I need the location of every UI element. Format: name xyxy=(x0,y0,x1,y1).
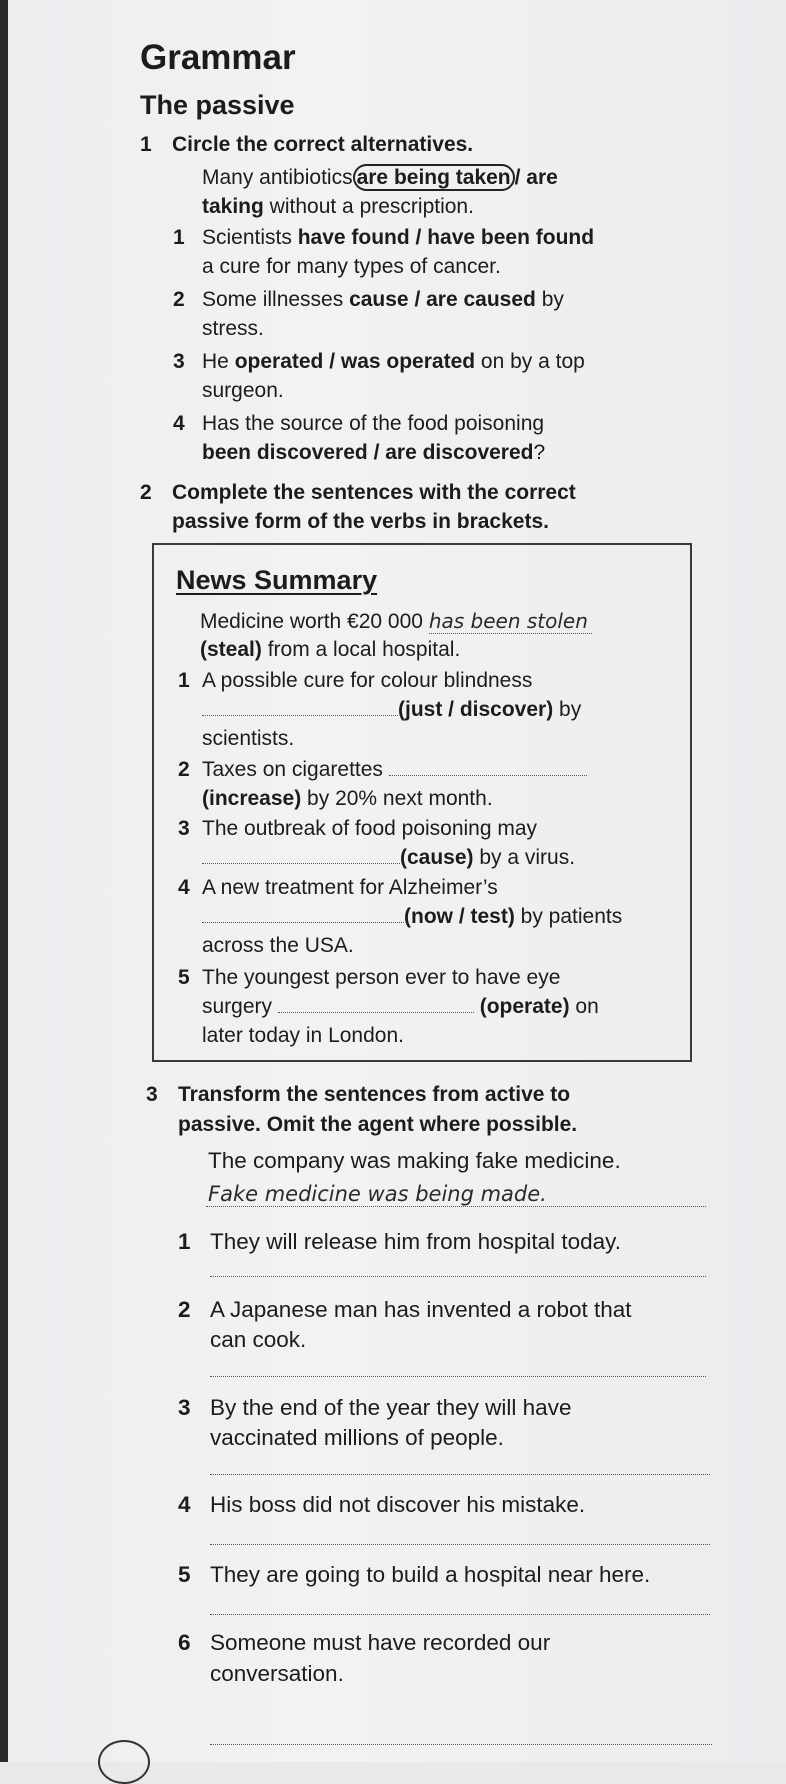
ex2-example-line2 xyxy=(200,638,460,662)
page-number-badge xyxy=(98,1740,150,1784)
ex3-item-number: 2 xyxy=(178,1297,191,1322)
ex3-instruction-line1: Transform the sentences from active to xyxy=(178,1083,571,1106)
verb-cue: (steal) xyxy=(200,638,262,661)
ex2-instruction-line2: passive form of the verbs in brackets. xyxy=(172,510,549,533)
ex2-item-2-line2 xyxy=(202,787,493,811)
ex3-example-answer-line xyxy=(206,1206,706,1207)
text: Scientists xyxy=(202,226,298,249)
ex2-item-3-blank[interactable] xyxy=(202,859,400,864)
verb-cue: (cause) xyxy=(400,846,474,869)
ex2-item-1-blank[interactable] xyxy=(202,711,398,716)
text: by xyxy=(553,698,582,721)
ex2-item-number: 1 xyxy=(178,669,190,692)
text: ? xyxy=(533,441,546,464)
ex2-item-number: 4 xyxy=(178,876,190,899)
ex1-item-2-line2: stress. xyxy=(202,317,264,340)
verb-cue: (just / discover) xyxy=(398,698,554,721)
ex2-item-1-line2 xyxy=(202,698,581,722)
text: by a virus. xyxy=(473,846,576,869)
ex3-item-2-answer-line[interactable] xyxy=(210,1376,706,1377)
ex3-item-6-line2: conversation. xyxy=(210,1661,344,1686)
ex2-item-4-line3: across the USA. xyxy=(202,934,354,957)
ex3-item-5-answer-line[interactable] xyxy=(210,1614,710,1615)
ex1-item-number: 3 xyxy=(173,350,185,373)
ex3-item-1-answer-line[interactable] xyxy=(210,1276,706,1277)
ex2-number: 2 xyxy=(140,481,152,504)
ex1-item-1-options[interactable]: have found / have been found xyxy=(297,226,595,249)
ex2-item-5-blank[interactable] xyxy=(278,1008,474,1013)
ex3-item-3-answer-line[interactable] xyxy=(210,1474,710,1475)
ex1-number: 1 xyxy=(140,133,152,156)
ex3-example-answer: Fake medicine was being made. xyxy=(208,1182,547,1206)
page-binding-edge xyxy=(0,0,8,1762)
ex2-example-line1 xyxy=(200,609,592,634)
ex2-item-2-blank[interactable] xyxy=(389,771,587,776)
text: Some illnesses xyxy=(202,288,350,311)
ex1-item-1-line1 xyxy=(202,226,594,250)
ex1-example-option: taking xyxy=(202,195,264,218)
ex1-item-number: 1 xyxy=(173,226,185,249)
text: by xyxy=(535,288,564,311)
ex2-item-number: 2 xyxy=(178,758,190,781)
ex2-item-4-blank[interactable] xyxy=(202,918,404,923)
ex1-instruction: Circle the correct alternatives. xyxy=(172,133,474,156)
ex1-item-1-line2: a cure for many types of cancer. xyxy=(202,255,501,278)
ex2-item-4-line2 xyxy=(202,905,622,929)
ex3-item-4-answer-line[interactable] xyxy=(210,1544,710,1545)
text: by 20% next month. xyxy=(301,787,493,810)
box-title: News Summary xyxy=(176,565,378,595)
ex3-item-number: 5 xyxy=(178,1562,191,1587)
ex3-item-number: 4 xyxy=(178,1492,191,1517)
ex2-item-3-line2 xyxy=(202,846,575,870)
ex3-item-number: 6 xyxy=(178,1630,191,1655)
ex2-item-number: 3 xyxy=(178,817,190,840)
ex3-item-2-line1: A Japanese man has invented a robot that xyxy=(210,1297,632,1322)
ex1-example-line1 xyxy=(202,166,558,190)
workbook-page xyxy=(8,0,786,1762)
ex1-item-3-line2: surgeon. xyxy=(202,379,284,402)
ex1-example-text: Many antibiotics xyxy=(202,166,353,189)
ex3-item-5-sentence: They are going to build a hospital near here. xyxy=(210,1562,651,1587)
verb-cue: (operate) xyxy=(479,995,570,1018)
ex2-item-5-line1: The youngest person ever to have eye xyxy=(202,966,561,989)
page-title: Grammar xyxy=(140,38,296,77)
verb-cue: (now / test) xyxy=(404,905,515,928)
ex3-item-3-line2: vaccinated millions of people. xyxy=(210,1425,504,1450)
ex2-item-2-line1 xyxy=(202,758,587,782)
ex1-item-3-options[interactable]: operated / was operated xyxy=(234,350,476,373)
ex1-item-2-options[interactable]: cause / are caused xyxy=(349,288,536,311)
ex3-item-2-line2: can cook. xyxy=(210,1327,307,1352)
ex2-item-number: 5 xyxy=(178,966,190,989)
text: Taxes on cigarettes xyxy=(202,758,383,781)
ex2-example-answer: has been stolen xyxy=(429,609,592,634)
ex2-item-1-line1: A possible cure for colour blindness xyxy=(202,669,533,692)
text: by patients xyxy=(514,905,623,928)
text: He xyxy=(202,350,235,373)
ex1-item-4-options[interactable]: been discovered / are discovered xyxy=(202,441,534,464)
verb-cue: (increase) xyxy=(202,787,302,810)
ex2-item-5-line3: later today in London. xyxy=(202,1024,404,1047)
ex2-item-5-line2 xyxy=(202,995,599,1019)
ex1-item-3-line1 xyxy=(202,350,585,374)
ex1-item-2-line1 xyxy=(202,288,564,312)
ex3-number: 3 xyxy=(146,1083,158,1106)
text: from a local hospital. xyxy=(261,638,461,661)
ex1-item-number: 4 xyxy=(173,412,185,435)
ex3-item-6-line1: Someone must have recorded our xyxy=(210,1630,551,1655)
ex3-item-6-answer-line[interactable] xyxy=(210,1744,712,1745)
ex1-item-4-line1: Has the source of the food poisoning xyxy=(202,412,545,435)
ex1-example-alt: / are xyxy=(514,166,558,189)
ex3-item-number: 3 xyxy=(178,1395,191,1420)
ex2-item-4-line1: A new treatment for Alzheimer’s xyxy=(202,876,498,899)
text: on xyxy=(569,995,599,1018)
ex1-item-4-line2 xyxy=(202,441,545,465)
ex2-instruction-line1: Complete the sentences with the correct xyxy=(172,481,576,504)
ex1-item-number: 2 xyxy=(173,288,185,311)
ex2-item-3-line1: The outbreak of food poisoning may xyxy=(202,817,538,840)
ex3-item-number: 1 xyxy=(178,1229,191,1254)
ex3-instruction-line2: passive. Omit the agent where possible. xyxy=(178,1113,578,1136)
text: on by a top xyxy=(475,350,585,373)
ex3-item-3-line1: By the end of the year they will have xyxy=(210,1395,572,1420)
ex3-item-1-sentence: They will release him from hospital today. xyxy=(210,1229,621,1254)
ex1-example-line2 xyxy=(202,195,474,219)
ex1-example-rest: without a prescription. xyxy=(263,195,474,218)
ex2-item-1-line3: scientists. xyxy=(202,727,295,750)
section-title: The passive xyxy=(140,90,295,120)
ex3-item-4-sentence: His boss did not discover his mistake. xyxy=(210,1492,586,1517)
text: surgery xyxy=(202,995,273,1018)
ex1-example-circled-answer: are being taken xyxy=(353,164,515,191)
ex3-example-sentence: The company was making fake medicine. xyxy=(208,1148,621,1173)
text: Medicine worth €20 000 xyxy=(200,610,429,633)
